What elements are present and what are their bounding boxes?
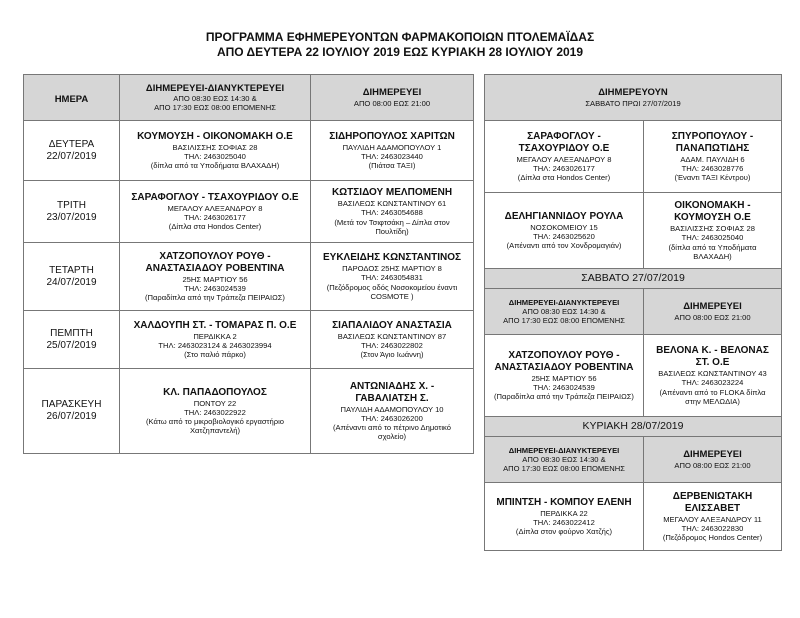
sat-morning-title: ΔΙΗΜΕΡΕΥΟΥΝ	[598, 87, 668, 99]
saturday-title-row	[485, 269, 782, 289]
saturday-header-row	[485, 289, 782, 335]
pharmacy-address: ΠΑΡΟΔΟΣ 25ΗΣ ΜΑΡΤΙΟΥ 8	[342, 264, 442, 274]
pharmacy-name-2: ΕΛΙΣΣΑΒΕΤ	[684, 502, 741, 514]
pharmacy-note: (Στο παλιό πάρκο)	[184, 350, 246, 360]
pharmacy-address: ΠΕΡΔΙΚΚΑ 22	[540, 508, 588, 518]
pharmacy-phone: ΤΗΛ: 2463023440	[361, 151, 423, 161]
pharmacy-phone: ΤΗΛ: 2463054688	[361, 208, 423, 218]
pharmacy-note: (Πεζόδρομος οδός Νοσοκομείου έναντι	[326, 282, 458, 292]
day-date: 26/07/2019	[46, 411, 97, 422]
pharmacy-address: ΒΑΣΙΛΙΣΣΗΣ ΣΟΦΙΑΣ 28	[172, 142, 258, 152]
pharmacy-name-2: ΤΣΑΧΟΥΡΙΔΟΥ Ο.Ε	[518, 142, 610, 154]
day-cell	[24, 243, 120, 311]
saturday-night-header	[485, 289, 644, 335]
pharmacy-note: (Απέναντι από το πέτρινο Δημοτικό	[333, 423, 451, 432]
pharmacy-address: ΒΑΣΙΛΕΩΣ ΚΩΝΣΤΑΝΤΙΝΟΥ 87	[337, 331, 447, 341]
pharmacy-note: (Δίπλα στον φούρνο Χατζής)	[515, 527, 613, 537]
pharmacy-name: ΜΠΙΝΤΣΗ - ΚΟΜΠΟΥ ΕΛΕΝΗ	[496, 496, 632, 508]
pharmacy-cell	[485, 335, 644, 417]
pharmacy-phone: ΤΗΛ: 2463054831	[361, 273, 423, 283]
header-night-hours-1: ΑΠΟ 08:30 ΕΩΣ 14:30 &	[173, 94, 257, 104]
pharmacy-cell	[311, 369, 474, 454]
pharmacy-name: ΣΑΡΑΦΟΓΛΟΥ - ΤΣΑΧΟΥΡΙΔΟΥ Ο.Ε	[131, 191, 299, 203]
pharmacy-note: (δίπλα από τα Υποδήματα ΒΛΑΧΑΔΗ)	[150, 161, 280, 171]
pharmacy-phone: ΤΗΛ: 2463025620	[533, 231, 595, 241]
sunday-day-title: ΔΙΗΜΕΡΕΥΕΙ	[683, 449, 742, 461]
pharmacy-note-2: Πουλτίδη)	[375, 226, 409, 236]
header-night-shift	[120, 75, 311, 121]
pharmacy-name-2: ΓΑΒΑΛΙΑΤΣΗ Σ.	[355, 392, 429, 404]
pharmacy-note-2: ΒΛΑΧΑΔΗ)	[693, 251, 732, 261]
saturday-day-title: ΔΙΗΜΕΡΕΥΕΙ	[683, 301, 742, 313]
header-night-hours-2: ΑΠΟ 17:30 ΕΩΣ 08:00 ΕΠΟΜΕΝΗΣ	[154, 103, 276, 113]
sunday-day-header	[644, 437, 782, 483]
pharmacy-phone: ΤΗΛ: 2463028776	[681, 163, 744, 173]
pharmacy-name-2: ΑΝΑΣΤΑΣΙΑΔΟΥ ΡΟΒΕΝΤΙΝΑ	[494, 361, 634, 373]
pharmacy-name-2: ΣΤ. Ο.Ε	[695, 357, 730, 369]
day-name: ΔΕΥΤΕΡΑ	[48, 138, 95, 150]
pharmacy-name: ΚΩΤΣΙΔΟΥ ΜΕΛΠΟΜΕΝΗ	[331, 187, 453, 199]
table-row	[24, 311, 474, 369]
pharmacy-address: ΑΔΑΜ. ΠΑΥΛΙΔΗ 6	[680, 154, 745, 164]
pharmacy-address: ΒΑΣΙΛΕΩΣ ΚΩΝΣΤΑΝΤΙΝΟΥ 61	[337, 199, 447, 209]
sunday-night-title: ΔΙΗΜΕΡΕΥΕΙ-ΔΙΑΝΥΚΤΕΡΕΥΕΙ	[508, 445, 620, 455]
sunday-night-hours-1: ΑΠΟ 08:30 ΕΩΣ 14:30 &	[522, 454, 606, 464]
header-day-title: ΔΙΗΜΕΡΕΥΕΙ	[362, 87, 422, 99]
day-name: ΤΕΤΑΡΤΗ	[49, 264, 94, 276]
pharmacy-cell	[120, 311, 311, 369]
weekday-table	[23, 74, 474, 454]
pharmacy-cell	[644, 121, 782, 193]
table-row	[485, 483, 782, 551]
pharmacy-phone: ΤΗΛ: 2463026177	[184, 212, 246, 222]
pharmacy-note: (Απέναντι από τον Χονδρομαγιάν)	[506, 241, 622, 251]
pharmacy-note: (Δίπλα στα Hondos Center)	[517, 173, 611, 183]
pharmacy-phone: ΤΗΛ: 2463025040	[184, 151, 246, 161]
pharmacy-cell	[311, 181, 474, 243]
day-name: ΠΕΜΠΤΗ	[50, 327, 93, 339]
table-row	[24, 181, 474, 243]
pharmacy-note: (δίπλα από τα Υποδήματα	[668, 242, 757, 252]
pharmacy-cell	[120, 369, 311, 454]
pharmacy-note: (Δίπλα στα Hondos Center)	[168, 222, 262, 232]
saturday-day-header	[644, 289, 782, 335]
weekend-table	[484, 74, 782, 551]
sunday-night-header	[485, 437, 644, 483]
pharmacy-address: ΠΑΥΛΙΔΗ ΑΔΑΜΟΠΟΥΛΟΥ 1	[342, 142, 442, 152]
pharmacy-address: ΒΑΣΙΛΙΣΣΗΣ ΣΟΦΙΑΣ 28	[670, 224, 755, 234]
pharmacy-note: (Στον Άγιο Ιωάννη)	[360, 350, 424, 360]
saturday-night-hours-2: ΑΠΟ 17:30 ΕΩΣ 08:00 ΕΠΟΜΕΝΗΣ	[503, 316, 625, 326]
pharmacy-cell	[311, 311, 474, 369]
sunday-header-row	[485, 437, 782, 483]
pharmacy-note-2: στην ΜΕΛΩΔΙΑ)	[685, 396, 740, 406]
header-day	[24, 75, 120, 121]
pharmacy-phone: ΤΗΛ: 2463022412	[533, 517, 595, 527]
day-date: 24/07/2019	[46, 276, 97, 288]
pharmacy-address: ΜΕΓΑΛΟΥ ΑΛΕΞΑΝΔΡΟΥ 11	[663, 514, 762, 524]
pharmacy-phone: ΤΗΛ: 2463023124 & 2463023994	[158, 340, 272, 350]
pharmacy-note: (Έναντι ΤΑΞΙ Κέντρου)	[674, 173, 751, 183]
table-row	[485, 121, 782, 193]
pharmacy-note: (Κάτω από το μικροβιολογικό εργαστήριο	[145, 417, 284, 426]
pharmacy-cell	[644, 193, 782, 269]
saturday-day-hours: ΑΠΟ 08:00 ΕΩΣ 21:00	[674, 312, 751, 322]
pharmacy-name: ΧΑΤΖΟΠΟΥΛΟΥ ΡΟΥΘ -	[508, 349, 620, 361]
table-row	[485, 193, 782, 269]
pharmacy-name: ΟΙΚΟΝΟΜΑΚΗ -	[674, 200, 751, 212]
pharmacy-cell	[485, 121, 644, 193]
document-title: ΠΡΟΓΡΑΜΜΑ ΕΦΗΜΕΡΕΥΟΝΤΩΝ ΦΑΡΜΑΚΟΠΟΙΩΝ ΠΤΟΛΕΜΑΪΔΑΣ	[205, 30, 595, 44]
pharmacy-cell	[644, 483, 782, 551]
day-name: ΠΑΡΑΣΚΕΥΗ	[41, 399, 102, 410]
header-day-hours: ΑΠΟ 08:00 ΕΩΣ 21:00	[353, 98, 431, 108]
pharmacy-name-2: ΚΟΥΜΟΥΣΗ Ο.Ε	[674, 212, 751, 224]
day-date: 23/07/2019	[46, 211, 97, 223]
day-cell	[24, 181, 120, 243]
pharmacy-phone: ΤΗΛ: 2463026200	[361, 413, 423, 423]
saturday-night-hours-1: ΑΠΟ 08:30 ΕΩΣ 14:30 &	[522, 306, 606, 316]
sunday-day-hours: ΑΠΟ 08:00 ΕΩΣ 21:00	[674, 460, 751, 470]
day-date: 22/07/2019	[46, 150, 97, 162]
pharmacy-name: ΚΛ. ΠΑΠΑΔΟΠΟΥΛΟΣ	[163, 386, 267, 398]
pharmacy-phone: ΤΗΛ: 2463022802	[361, 340, 423, 350]
sunday-night-hours-2: ΑΠΟ 17:30 ΕΩΣ 08:00 ΕΠΟΜΕΝΗΣ	[503, 464, 625, 474]
pharmacy-name: ΣΙΔΗΡΟΠΟΥΛΟΣ ΧΑΡΙΤΩΝ	[329, 130, 455, 142]
pharmacy-cell	[120, 243, 311, 311]
pharmacy-address: ΠΟΝΤΟΥ 22	[193, 398, 237, 408]
day-cell	[24, 121, 120, 181]
header-night-title: ΔΙΗΜΕΡΕΥΕΙ-ΔΙΑΝΥΚΤΕΡΕΥΕΙ	[145, 82, 285, 94]
pharmacy-address: ΜΕΓΑΛΟΥ ΑΛΕΞΑΝΔΡΟΥ 8	[167, 203, 263, 213]
pharmacy-name: ΚΟΥΜΟΥΣΗ - ΟΙΚΟΝΟΜΑΚΗ Ο.Ε	[137, 130, 293, 142]
sat-morning-header	[485, 75, 782, 121]
pharmacy-name: ΑΝΤΩΝΙΑΔΗΣ Χ. -	[349, 380, 435, 392]
pharmacy-address: ΒΑΣΙΛΕΩΣ ΚΩΝΣΤΑΝΤΙΝΟΥ 43	[658, 369, 767, 379]
weekday-header-row	[24, 75, 474, 121]
pharmacy-address: ΜΕΓΑΛΟΥ ΑΛΕΞΑΝΔΡΟΥ 8	[516, 154, 612, 164]
pharmacy-note: (Απέναντι από το FLOKA δίπλα	[659, 387, 766, 397]
pharmacy-address: ΝΟΣΟΚΟΜΕΙΟΥ 15	[530, 222, 598, 232]
pharmacy-cell	[120, 181, 311, 243]
pharmacy-phone: ΤΗΛ: 2463024539	[184, 283, 246, 293]
day-name: ΤΡΙΤΗ	[57, 199, 86, 211]
pharmacy-name-2: ΑΝΑΣΤΑΣΙΑΔΟΥ ΡΟΒΕΝΤΙΝΑ	[145, 262, 285, 274]
pharmacy-cell	[485, 483, 644, 551]
pharmacy-name: ΣΑΡΑΦΟΓΛΟΥ -	[527, 130, 601, 142]
pharmacy-name-2: ΠΑΝΑΠΩΤΙΔΗΣ	[675, 142, 750, 154]
pharmacy-name: ΧΑΤΖΟΠΟΥΛΟΥ ΡΟΥΘ -	[159, 250, 271, 262]
day-cell	[24, 369, 120, 454]
pharmacy-note-2: COSMOTE )	[370, 291, 414, 301]
pharmacy-note-2: Χατζηπαντελή)	[189, 426, 241, 436]
sat-morning-header-row	[485, 75, 782, 121]
pharmacy-name: ΣΠΥΡΟΠΟΥΛΟΥ -	[671, 130, 754, 142]
pharmacy-cell	[644, 335, 782, 417]
pharmacy-phone: ΤΗΛ: 2463023224	[681, 378, 744, 388]
pharmacy-address: 25ΗΣ ΜΑΡΤΙΟΥ 56	[182, 274, 248, 284]
pharmacy-address: ΠΕΡΔΙΚΚΑ 2	[193, 331, 237, 341]
pharmacy-note: (Παραδίπλα από την Τράπεζα ΠΕΙΡΑΙΩΣ)	[494, 392, 634, 402]
pharmacy-name: ΧΑΛΔΟΥΠΗ ΣΤ. - ΤΟΜΑΡΑΣ Π. Ο.Ε	[133, 319, 297, 331]
saturday-title	[485, 269, 782, 289]
pharmacy-cell	[311, 121, 474, 181]
pharmacy-phone: ΤΗΛ: 2463022830	[681, 523, 744, 533]
pharmacy-cell	[485, 193, 644, 269]
pharmacy-address: 25ΗΣ ΜΑΡΤΙΟΥ 56	[531, 373, 597, 383]
header-day-shift	[311, 75, 474, 121]
document-subtitle: ΑΠΟ ΔΕΥΤΕΡΑ 22 ΙΟΥΛΙΟΥ 2019 ΕΩΣ ΚΥΡΙΑΚΗ 28 ΙΟΥΛΙΟΥ 2019	[216, 45, 584, 59]
pharmacy-note: (Παραδίπλα από την Τράπεζα ΠΕΙΡΑΙΩΣ)	[145, 293, 285, 303]
table-row	[24, 121, 474, 181]
pharmacy-address: ΠΑΥΛΙΔΗ ΑΔΑΜΟΠΟΥΛΟΥ 10	[340, 404, 444, 414]
table-row	[24, 243, 474, 311]
pharmacy-phone: ΤΗΛ: 2463025040	[681, 233, 744, 243]
sunday-title	[485, 417, 782, 437]
pharmacy-cell	[120, 121, 311, 181]
pharmacy-name: ΔΕΡΒΕΝΙΩΤΑΚΗ	[672, 490, 753, 502]
sunday-title-row	[485, 417, 782, 437]
table-row	[24, 369, 474, 454]
table-row	[485, 335, 782, 417]
pharmacy-phone: ΤΗΛ: 2463022922	[184, 407, 246, 417]
pharmacy-phone: ΤΗΛ: 2463026177	[533, 163, 595, 173]
pharmacy-phone: ΤΗΛ: 2463024539	[533, 382, 595, 392]
saturday-night-title: ΔΙΗΜΕΡΕΥΕΙ-ΔΙΑΝΥΚΤΕΡΕΥΕΙ	[508, 297, 620, 307]
pharmacy-name: ΣΙΑΠΑΛΙΔΟΥ ΑΝΑΣΤΑΣΙΑ	[332, 319, 452, 331]
sunday-title-label: ΚΥΡΙΑΚΗ 28/07/2019	[582, 420, 684, 433]
pharmacy-note-2: σχολείο)	[377, 432, 407, 442]
sat-morning-date: ΣΑΒΒΑΤΟ ΠΡΩΙ 27/07/2019	[585, 98, 681, 108]
pharmacy-name: ΔΕΛΗΓΙΑΝΝΙΔΟΥ ΡΟΥΛΑ	[504, 210, 624, 222]
pharmacy-note: (Μετά τον Τσιφτσάκη – Δίπλα στον	[334, 217, 450, 227]
day-cell	[24, 311, 120, 369]
pharmacy-cell	[311, 243, 474, 311]
pharmacy-name: ΕΥΚΛΕΙΔΗΣ ΚΩΝΣΤΑΝΤΙΝΟΣ	[322, 252, 462, 264]
day-date: 25/07/2019	[46, 339, 97, 351]
pharmacy-name: ΒΕΛΟΝΑ Κ. - ΒΕΛΟΝΑΣ	[656, 345, 769, 357]
header-day-label: ΗΜΕΡΑ	[54, 93, 89, 105]
pharmacy-note: (Πιάτσα ΤΑΞΙ)	[368, 161, 416, 171]
pharmacy-note: (Πεζόδρομος Hondos Center)	[662, 533, 763, 543]
saturday-title-label: ΣΑΒΒΑΤΟ 27/07/2019	[581, 272, 685, 285]
